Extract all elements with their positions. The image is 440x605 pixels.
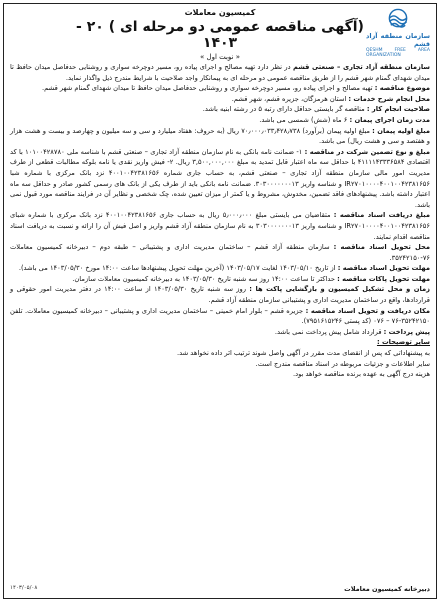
section xyxy=(10,94,430,105)
section-label: سازمان منطقه آزاد تجاری – صنعتی قشم xyxy=(292,63,430,71)
section-text: سازمان منطقه آزاد قشم – ساختمان مدیریت اداری و پشتیبانی – طبقه دوم – دبیرخانه کمیسیون معاملات ۷۶-۳۵۲۴۲۱۵۰. xyxy=(10,243,430,262)
wave-logo-icon xyxy=(378,8,418,31)
section-text: جزیره قشم – بلوار امام خمینی – ساختمان مدیریت اداری و پشتیبانی – دبیرخانه کمیسیون معاملات. تلفن ۳۵۲۴۲۱۵۰-۷۶ – ۰۷۶ (کد پستی ۷۹۵۱۶۱۵۲۴۶). xyxy=(10,306,430,326)
section-text: ۱- ضمانت نامه بانکی به نام سازمان منطقه آزاد تجاری – صنعتی قشم با شناسه ملی ۱۰۱۰۰۴۲۸۷۸۰ با کد اقتصادی ۴۱۱۱۱۴۳۳۳۶۵۸۴ با حداقل سه ماه اعتبار قابل تمدید به مبلغ ۳,۵۰۰,۰۰۰,۰۰۰ ریال. ۲- فیش واریز نقدی یا نامه بلوکه مطالبات قطعی از طرف مدیریت امور مالی سازمان منطقه آزاد تجاری – صنعتی قشم، به حساب جاری شماره ۴۰۰۱۰۰۴۲۳۸۱۶۵۶ نزد بانک مرکزی با شماره شبا IR۲۷۰۱۰۰۰۰۴۰۰۱۰۰۴۲۳۸۱۶۵۶ و شناسه واریز ۳۰۳۰۰۰۰۰۰۰۱۳. ضمانت نامه بانکی باید از طرف یکی از بانک های رسمی کشور صادر و حداقل سه ماه اعتبار داشته باشد. پیشنهادهای فاقد تضمین، مخدوش، مشروط و یا کمتر از میزان تعیین شده، چک شخصی و نظایر آن در فرایند مناقصه مورد قبول نمی باشد. xyxy=(10,147,431,209)
section-label: مبلغ اولیه پیمان : xyxy=(372,126,430,135)
organization-logo xyxy=(366,8,430,58)
section-label: مهلت تحویل پاکات مناقصه : xyxy=(337,274,430,283)
print-stamp: ۱۴۰۳/۰۵/۰۸ xyxy=(10,585,38,591)
section-label: مبلغ و نوع تضمین شرکت در مناقصه : xyxy=(304,147,430,156)
section-text: قرارداد شامل پیش پرداخت نمی باشد. xyxy=(274,327,384,336)
section-text: ۶ ماه (شش) شمسی می باشد. xyxy=(259,115,350,124)
section-text: روز سه شنبه تاریخ ۱۴۰۳/۰۵/۳۰ از ساعت ۱۴:۰۰ در دفتر مدیریت امور حقوقی و قراردادها، واقع در ساختمان مدیریت اداری و پشتیبانی سازمان منطقه آزاد قشم. xyxy=(10,285,430,305)
section xyxy=(10,284,430,305)
note-item: به پیشنهاداتی که پس از انقضای مدت مقرر در آگهی واصل شوند ترتیب اثر داده نخواهد شد. xyxy=(176,349,430,358)
section xyxy=(10,263,430,274)
section-text: مناقصه گر بایستی حداقل دارای رتبه ۵ در رشته ابنیه باشد. xyxy=(202,105,367,114)
section-label: مدت زمان اجرای پیمان : xyxy=(349,115,430,124)
note-item: هزینه درج آگهی به عهده برنده مناقصه خواهد بود. xyxy=(293,370,430,379)
heading-block xyxy=(74,8,366,61)
section xyxy=(10,274,430,285)
section-text: حداکثر تا ساعت ۱۴:۰۰ روز سه شنبه تاریخ ۱۴۰۳/۰۵/۳۰ به دبیرخانه کمیسیون معاملات سازمان. xyxy=(72,274,338,283)
notice-body xyxy=(10,62,430,380)
section xyxy=(10,104,430,115)
section-label: مبلغ دریافت اسناد مناقصه : xyxy=(333,211,430,220)
section-text: از تاریخ ۱۴۰۳/۰۵/۱۰ لغایت ۱۴۰۳/۰۵/۱۷ (آخرین مهلت تحویل پیشنهادها ساعت ۱۴:۰۰ مورخ ۱۴۰۳/۰۵/۳۰ می باشد). xyxy=(18,264,338,273)
section-text: مبلغ اولیه پیمان (برآورد) ۷۰٫۰۰۰٫۰۳۳٫۴۲۸٫۷۳۸ ریال (به حروف: هفتاد میلیارد و سی و سه میلیون و چهارصد و بیست و هشت هزار و هفتصد و سی و هشت ریال) می باشد. xyxy=(10,126,430,146)
section-text: تهیه مصالح و اجرای پیاده رو، مسیر دوچرخه سواری و روشنایی حدفاصل میدان حافظ تا میدان شهدای گمنام شهر قشم. xyxy=(42,84,375,93)
section-label: زمان و محل تشکیل کمیسیون و بازگشایی پاکت ها : xyxy=(249,285,430,294)
notice-title: (آگهی مناقصه عمومی دو مرحله ای ) ۲۰ - ۱۴۰۳ xyxy=(76,19,364,51)
section xyxy=(10,126,430,147)
section xyxy=(10,242,430,263)
footer xyxy=(10,585,430,593)
header xyxy=(10,8,430,62)
notes-title: سایر توضیحات : xyxy=(376,338,430,347)
section-label: صلاحیت انجام کار : xyxy=(366,105,430,114)
section xyxy=(10,115,430,126)
section xyxy=(10,147,430,211)
section-label: مهلت تحویل اسناد مناقصه : xyxy=(337,264,430,273)
logo-text-fa: سازمان منطقه آزاد قشم xyxy=(366,32,430,48)
section-label: موضوع مناقصه : xyxy=(374,84,430,93)
notice-turn: « نوبت اول » xyxy=(199,53,241,61)
tender-notice xyxy=(3,3,437,599)
section xyxy=(10,327,430,338)
logo-text-en: QESHM FREE AREA ORGANIZATION xyxy=(366,48,430,58)
section-label: محل انجام شرح خدمات : xyxy=(348,94,430,103)
section xyxy=(10,83,430,94)
section-label: مکان دریافت و تحویل اسناد مناقصه : xyxy=(305,306,430,315)
section xyxy=(10,306,430,327)
note-item: سایر اطلاعات و جزئیات مربوطه در اسناد مناقصه مندرج است. xyxy=(255,359,430,368)
section-label: محل تحویل اسناد مناقصه : xyxy=(333,243,430,252)
section-text: در نظر دارد تهیه مصالح و اجرای پیاده رو، مسیر دوچرخه سواری و روشنایی حدفاصل میدان حافظ تا میدان شهدای گمنام شهر قشم را از طریق مناقصه عمومی دو مرحله ای به پیمانکار واجد صلاحیت با شرایط مندرج ذیل واگذار نماید. xyxy=(10,63,430,82)
section xyxy=(10,62,430,83)
section-text: استان هرمزگان، جزیره قشم، شهر قشم. xyxy=(231,94,349,103)
section-label: پیش پرداخت : xyxy=(383,327,430,336)
signature: دبیرخانه کمیسیون معاملات xyxy=(344,585,430,593)
section-text: متقاضیان می بایستی مبلغ ۵٫۰۰۰٫۰۰۰ ریال به حساب جاری ۴۰۰۱۰۰۴۲۳۸۱۶۵۶ نزد بانک مرکزی با شماره شبای IR۲۷۰۱۰۰۰۰۴۰۰۱۰۰۴۲۳۸۱۶۵۶ و شناسه واریز ۳۰۳۰۰۰۰۰۰۰۱۳ به نام سازمان منطقه آزاد قشم واریز و اصل فیش آن را ارائه و نسبت به دریافت اسناد مناقصه اقدام نمایند. xyxy=(10,211,430,241)
section xyxy=(10,210,430,242)
header-kicker: کمیسیون معاملات xyxy=(184,8,256,17)
